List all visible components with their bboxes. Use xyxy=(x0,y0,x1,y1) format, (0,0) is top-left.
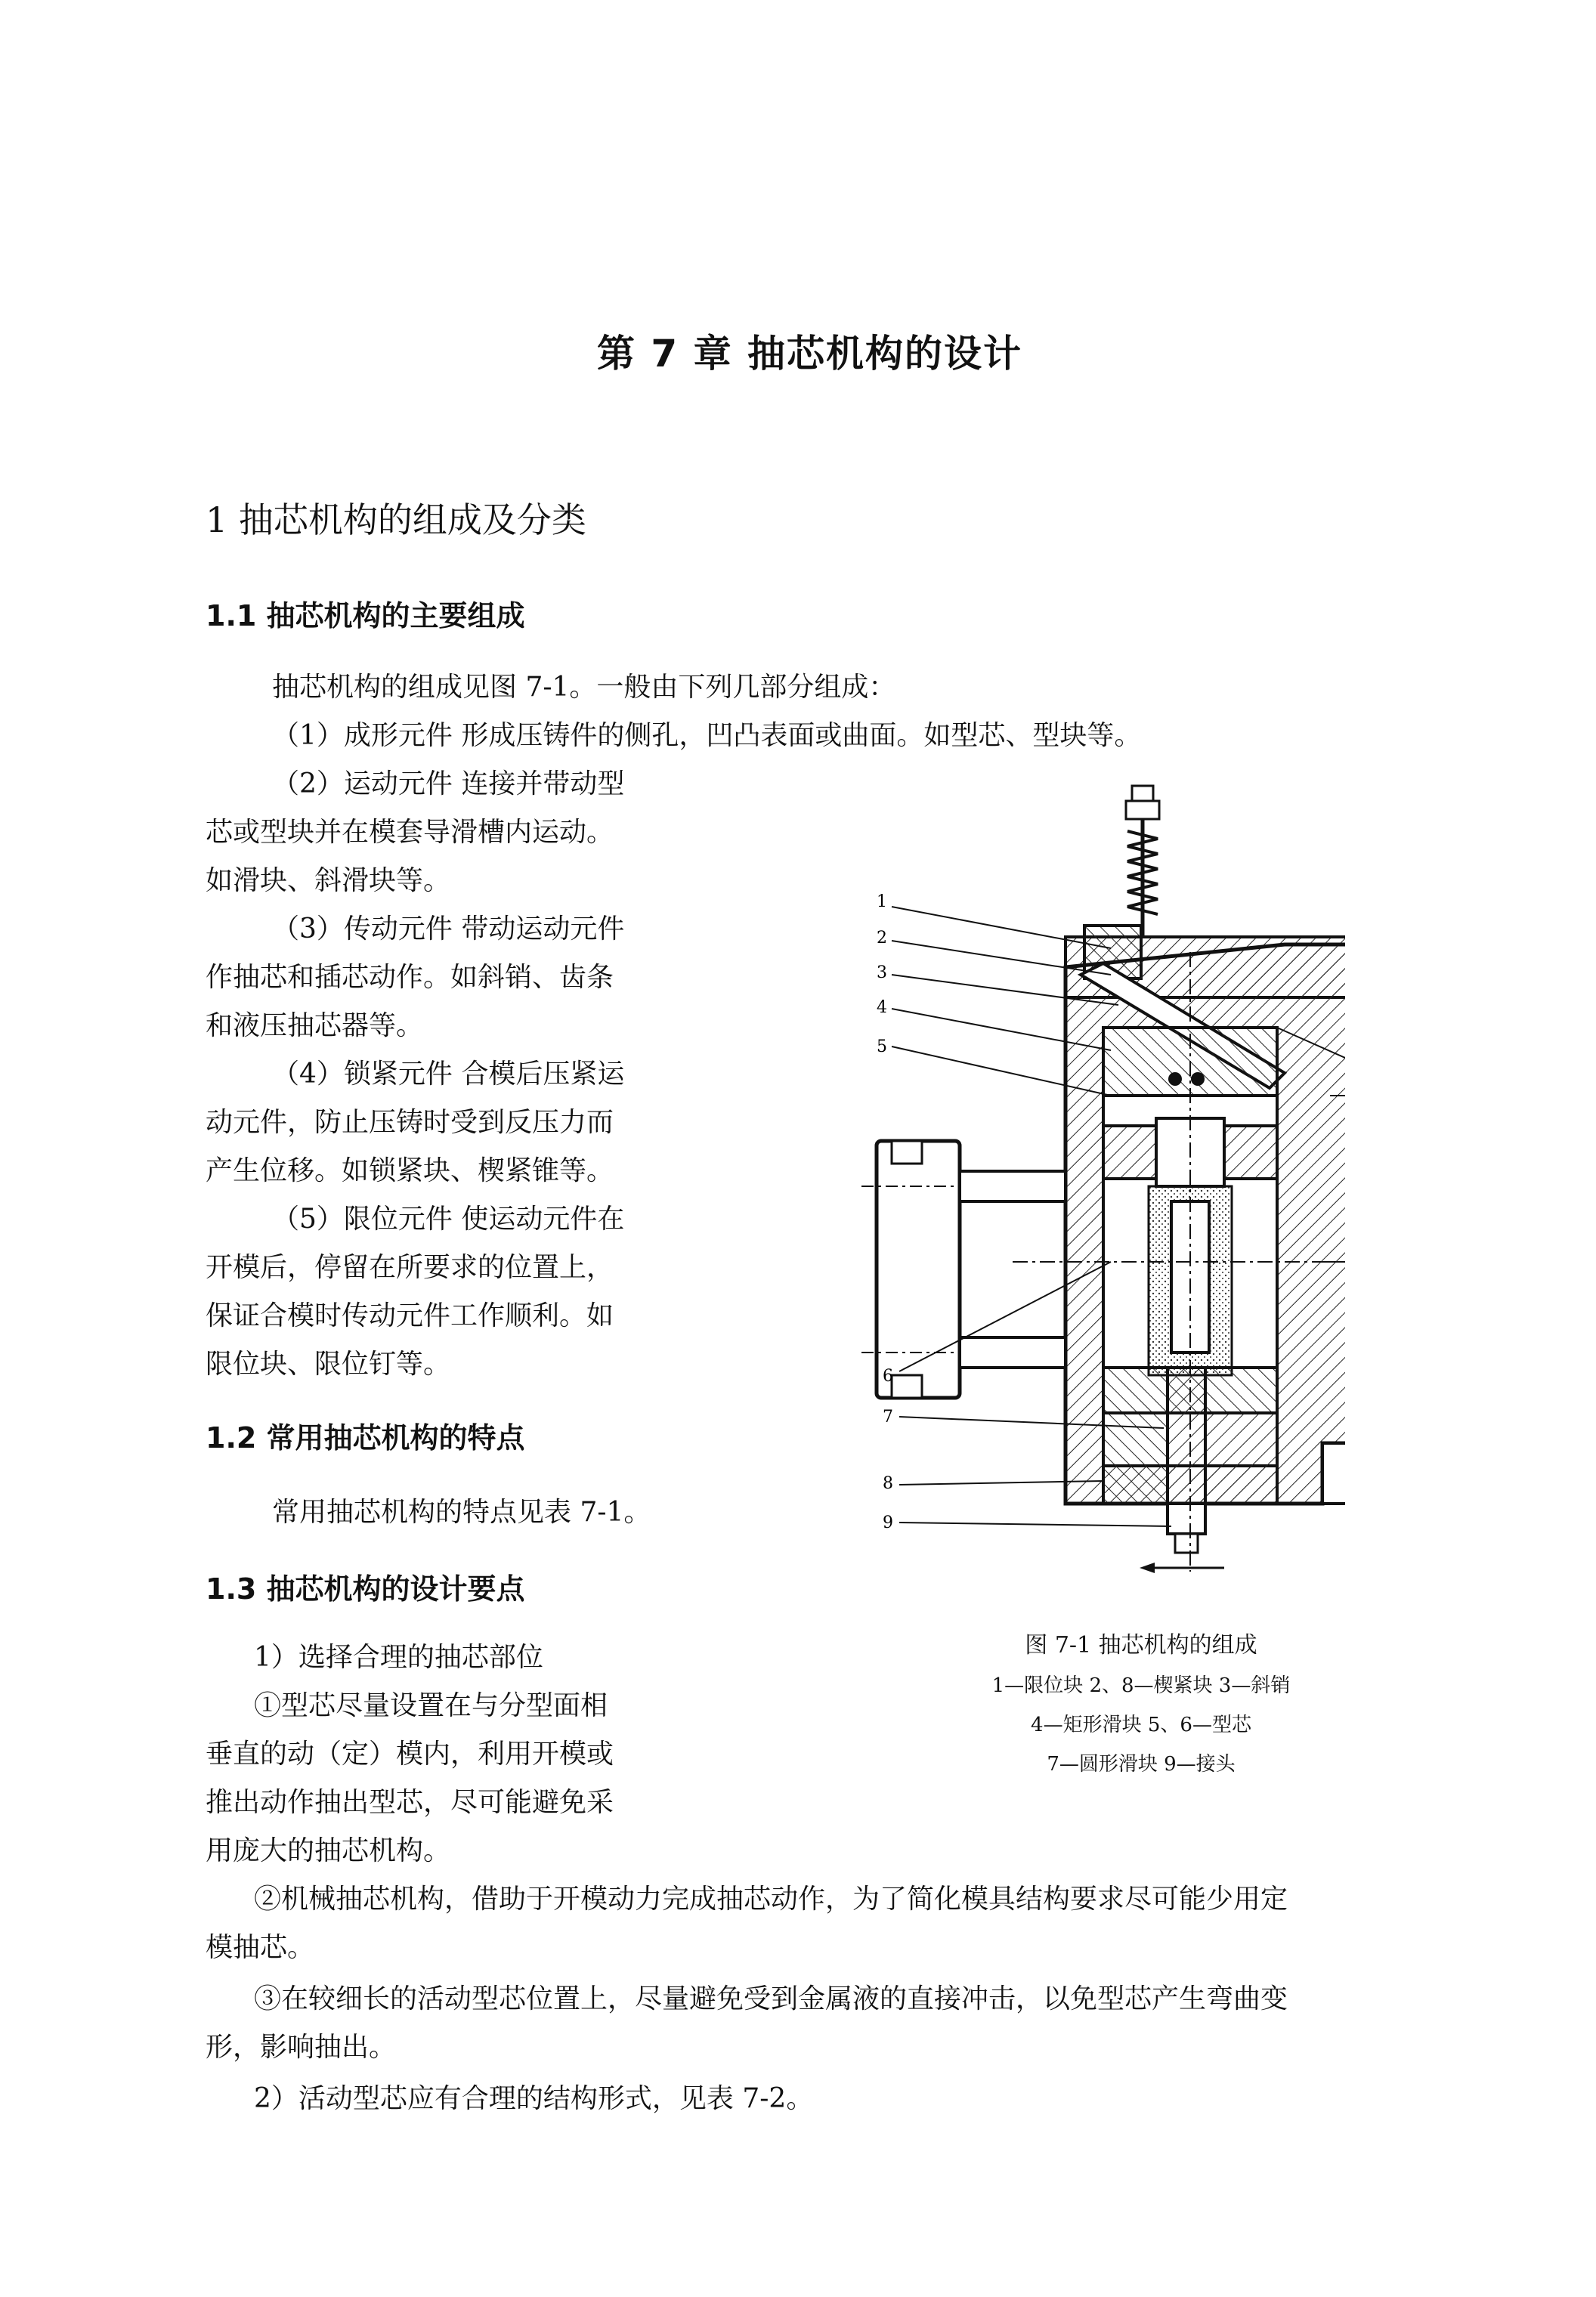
item-4-line-1: （4）锁紧元件 合模后压紧运 xyxy=(272,1059,625,1090)
chapter-title: 第 7 章 抽芯机构的设计 xyxy=(597,332,1023,376)
item-a-line-3: 推出动作抽出型芯，尽可能避免采 xyxy=(206,1787,614,1818)
section-heading-1: 1 抽芯机构的组成及分类 xyxy=(206,499,586,540)
figure-label-6: 6 xyxy=(883,1367,893,1386)
figure-legend-line-2: 4—矩形滑块 5、6—型芯 xyxy=(1031,1714,1251,1736)
item-5-line-1: （5）限位元件 使运动元件在 xyxy=(272,1204,625,1235)
figure-caption: 图 7-1 抽芯机构的组成 xyxy=(1025,1632,1257,1659)
item-4-line-2: 动元件，防止压铸时受到反压力而 xyxy=(206,1107,614,1138)
subsection-heading-1-3: 1.3 抽芯机构的设计要点 xyxy=(206,1572,525,1606)
figure-label-5: 5 xyxy=(877,1037,887,1056)
item-a-line-1: ①型芯尽量设置在与分型面相 xyxy=(254,1690,608,1721)
left-flange xyxy=(877,1141,960,1398)
item-c-line-2: 形，影响抽出。 xyxy=(206,2032,397,2063)
figure-legend-line-3: 7—圆形滑块 9—接头 xyxy=(1047,1753,1236,1776)
item-4-line-3: 产生位移。如锁紧块、楔紧锥等。 xyxy=(206,1155,614,1186)
item-b-line-1: ②机械抽芯机构，借助于开模动力完成抽芯动作，为了简化模具结构要求尽可能少用定 xyxy=(254,1884,1288,1915)
item-2-line-2: 芯或型块并在模套导滑槽内运动。 xyxy=(206,817,614,848)
figure-label-9: 9 xyxy=(883,1513,893,1532)
item-a-line-4: 用庞大的抽芯机构。 xyxy=(206,1835,451,1866)
figure-label-1: 1 xyxy=(877,892,887,911)
subsection-heading-1-1: 1.1 抽芯机构的主要组成 xyxy=(206,599,525,632)
item-b-line-2: 模抽芯。 xyxy=(206,1932,315,1963)
item-a-line-2: 垂直的动（定）模内，利用开模或 xyxy=(206,1739,614,1770)
item-5-line-2: 开模后，停留在所要求的位置上， xyxy=(206,1252,614,1283)
paragraph-item-1: （1）成形元件 形成压铸件的侧孔，凹凸表面或曲面。如型芯、型块等。 xyxy=(272,720,1142,751)
paragraph-1-2: 常用抽芯机构的特点见表 7-1。 xyxy=(272,1497,651,1528)
figure-label-4: 4 xyxy=(877,998,887,1017)
figure-label-8: 8 xyxy=(883,1474,893,1493)
item-2-line-1: （2）运动元件 连接并带动型 xyxy=(272,768,625,799)
item-5-line-4: 限位块、限位钉等。 xyxy=(206,1349,451,1380)
spring-nut xyxy=(1126,801,1159,819)
item-3-line-1: （3）传动元件 带动运动元件 xyxy=(272,914,625,944)
paragraph-1-3-1: 1）选择合理的抽芯部位 xyxy=(254,1642,543,1673)
item-c-line-1: ③在较细长的活动型芯位置上，尽量避免受到金属液的直接冲击，以免型芯产生弯曲变 xyxy=(254,1983,1288,2014)
item-5-line-3: 保证合模时传动元件工作顺利。如 xyxy=(206,1300,614,1331)
item-2-line-3: 如滑块、斜滑块等。 xyxy=(206,865,451,896)
paragraph-intro: 抽芯机构的组成见图 7-1。一般由下列几部分组成： xyxy=(272,672,896,703)
paragraph-1-3-2: 2）活动型芯应有合理的结构形式，见表 7-2。 xyxy=(254,2083,814,2114)
item-3-line-3: 和液压抽芯器等。 xyxy=(206,1010,424,1041)
figure-label-3: 3 xyxy=(877,963,887,982)
figure-label-2: 2 xyxy=(877,929,887,948)
figure-legend-line-1: 1—限位块 2、8—楔紧块 3—斜销 xyxy=(991,1674,1291,1697)
figure-7-1 xyxy=(861,778,1345,1587)
figure-label-7: 7 xyxy=(883,1408,893,1427)
item-3-line-2: 作抽芯和插芯动作。如斜销、齿条 xyxy=(206,962,614,993)
subsection-heading-1-2: 1.2 常用抽芯机构的特点 xyxy=(206,1421,525,1455)
spring-icon xyxy=(1127,831,1158,914)
mechanism-drawing xyxy=(861,778,1345,1587)
joint xyxy=(1168,1504,1205,1534)
